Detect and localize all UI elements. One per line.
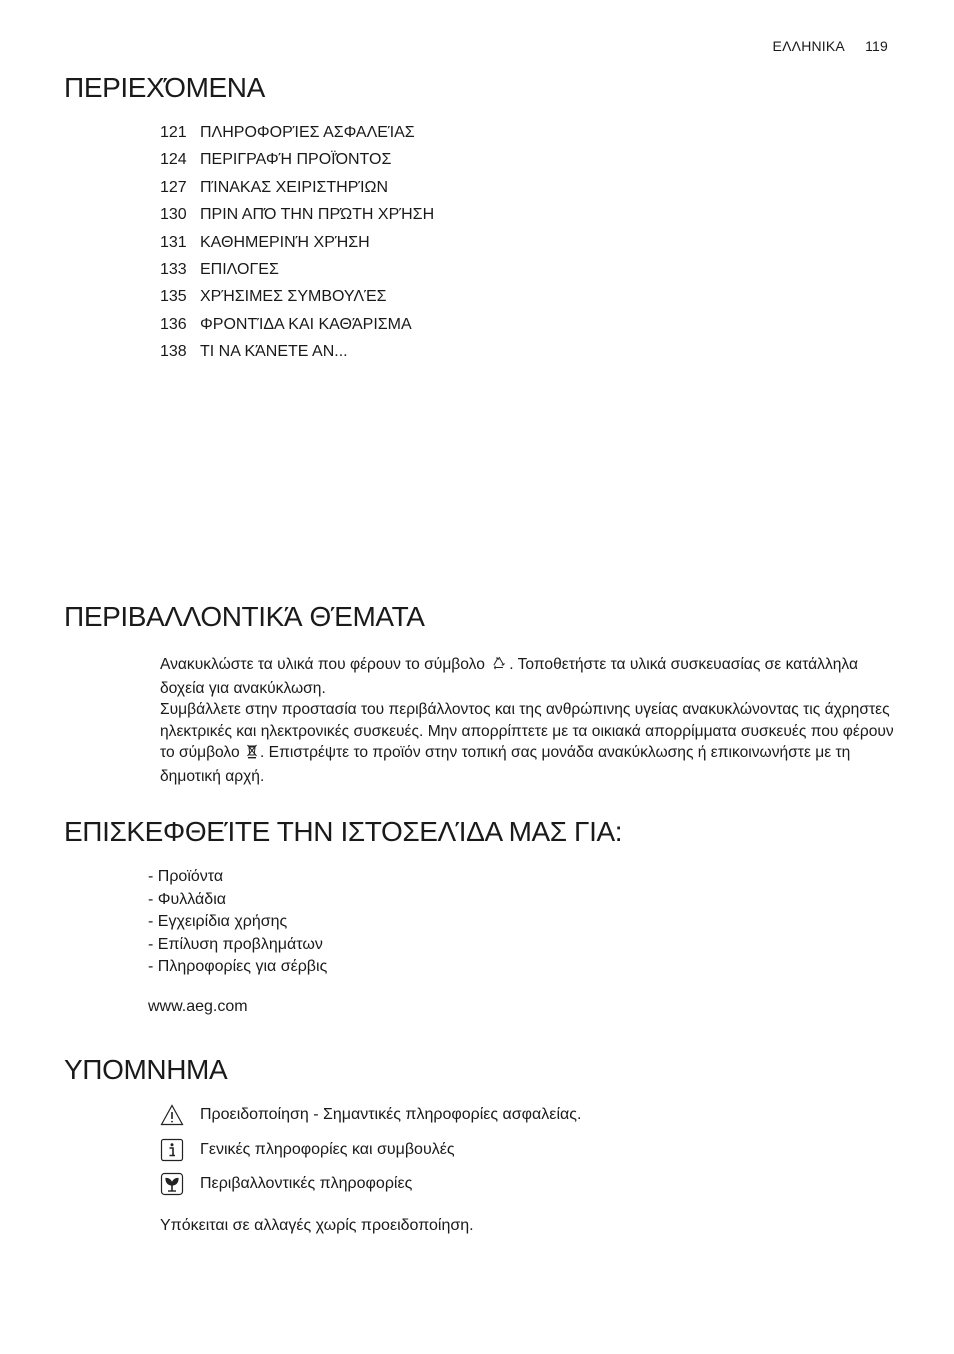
toc-page: 127 (160, 178, 187, 196)
crossed-bin-icon (246, 743, 258, 766)
page-header (773, 38, 888, 54)
recycle-paragraph (160, 654, 900, 699)
list-item: - Προϊόντα (148, 868, 224, 885)
warning-triangle-icon (160, 1103, 184, 1127)
legend-title: ΥΠΟΜΝΗΜΑ (64, 1054, 228, 1085)
toc-label: ΤΙ ΝΑ ΚΆΝΕΤΕ ΑΝ... (200, 343, 348, 361)
toc-label: ΠΛΗΡΟΦΟΡΊΕΣ ΑΣΦΑΛΕΊΑΣ (200, 124, 415, 141)
toc-page: 135 (160, 288, 187, 306)
toc-label: ΚΑΘΗΜΕΡΙΝΉ ΧΡΉΣΗ (200, 233, 370, 251)
toc-label: ΠΡΙΝ ΑΠΌ ΤΗΝ ΠΡΏΤΗ ΧΡΉΣΗ (200, 206, 435, 224)
legend-text: Γενικές πληροφορίες και συμβουλές (200, 1141, 455, 1158)
info-icon (160, 1138, 184, 1162)
legend-item-environment (160, 1171, 412, 1197)
toc-page: 124 (160, 151, 187, 169)
toc-item[interactable] (160, 286, 434, 313)
recycle-text-after: . Τοποθετήστε τα υλικά συσκευασίας σε κατάλληλα δοχεία για ανακύκλωση. (160, 656, 858, 697)
header-language: ΕΛΛΗΝΙΚΑ (772, 38, 845, 54)
toc-item[interactable] (160, 232, 434, 259)
legend-text: Περιβαλλοντικές πληροφορίες (200, 1175, 413, 1192)
toc-page: 130 (160, 206, 187, 224)
environment-title: ΠΕΡΙΒΑΛΛΟΝΤΙΚΆ ΘΈΜΑΤΑ (64, 601, 425, 632)
list-item: - Πληροφορίες για σέρβις (148, 958, 328, 975)
visit-title: ΕΠΙΣΚΕΦΘΕΊΤΕ ΤΗΝ ΙΣΤΟΣΕΛΊΔΑ ΜΑΣ ΓΙΑ: (64, 816, 623, 847)
change-notice: Υπόκειται σε αλλαγές χωρίς προειδοποίηση. (160, 1217, 474, 1234)
toc-label: ΠΕΡΙΓΡΑΦΉ ΠΡΟΪΌΝΤΟΣ (200, 151, 392, 169)
toc-item[interactable] (160, 314, 434, 341)
toc-page: 133 (160, 260, 187, 278)
website-link[interactable]: www.aeg.com (148, 998, 248, 1015)
toc-label: ΦΡΟΝΤΊΔΑ ΚΑΙ ΚΑΘΆΡΙΣΜΑ (200, 315, 412, 333)
environment-leaf-icon (160, 1172, 184, 1196)
legend-text: Προειδοποίηση - Σημαντικές πληροφορίες ασφαλείας. (200, 1106, 582, 1123)
toc-item[interactable] (160, 259, 434, 286)
environment-text (160, 654, 900, 788)
toc-page: 136 (160, 315, 187, 333)
toc-item[interactable] (160, 204, 434, 231)
weee-paragraph (160, 699, 900, 787)
weee-text-before: Συμβάλλετε στην προστασία του περιβάλλοντος και της ανθρώπινης υγείας ανακυκλώνοντας τις άχρηστες ηλεκτρικές και ηλεκτρονικές συσκευές. Μην απορρίπτετε με τα οικιακά απορρίμματα συσκευές που φέρουν το σύμβολο (160, 701, 894, 762)
toc-item[interactable] (160, 341, 434, 368)
legend-item-info (160, 1137, 455, 1163)
toc-page: 138 (160, 343, 187, 361)
toc-item[interactable] (160, 177, 434, 204)
list-item: - Φυλλάδια (148, 890, 227, 908)
contents-title: ΠΕΡΙΕΧΌΜΕΝΑ (64, 72, 265, 103)
toc-item[interactable] (160, 122, 434, 149)
weee-text-after: . Επιστρέψτε το προϊόν στην τοπική σας μονάδα ανακύκλωσης ή επικοινωνήστε με τη δημοτική αρχή. (160, 744, 851, 785)
toc-label: ΕΠΙΛΟΓΕΣ (200, 260, 279, 278)
table-of-contents (160, 122, 434, 369)
recycle-text-before: Ανακυκλώστε τα υλικά που φέρουν το σύμβολο (160, 656, 485, 673)
list-item: - Εγχειρίδια χρήσης (148, 913, 288, 930)
visit-list (148, 866, 327, 979)
list-item: - Επίλυση προβλημάτων (148, 935, 323, 953)
header-page-number: 119 (865, 38, 888, 54)
toc-page: 121 (160, 124, 187, 141)
toc-item[interactable] (160, 149, 434, 176)
toc-label: ΧΡΉΣΙΜΕΣ ΣΥΜΒΟΥΛΈΣ (200, 288, 387, 306)
legend-item-warning (160, 1102, 581, 1128)
recycle-icon (491, 655, 507, 678)
toc-label: ΠΊΝΑΚΑΣ ΧΕΙΡΙΣΤΗΡΊΩΝ (200, 178, 389, 196)
toc-page: 131 (160, 233, 187, 251)
